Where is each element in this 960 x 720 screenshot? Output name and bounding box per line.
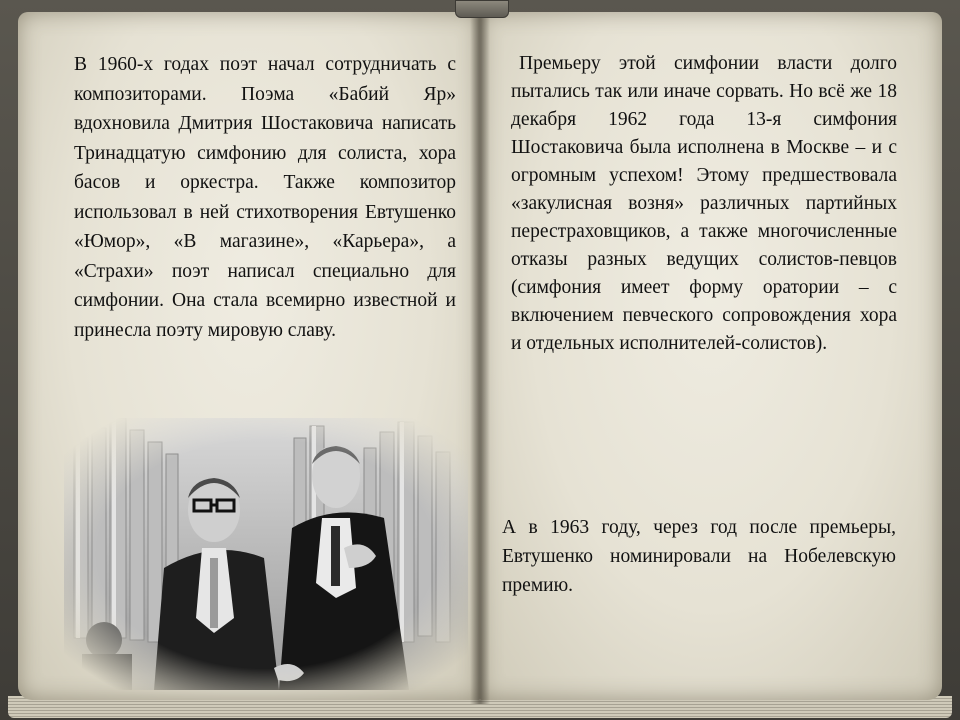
concert-photo bbox=[64, 418, 468, 690]
book-gutter bbox=[470, 8, 490, 704]
right-page-paragraph-2: А в 1963 году, через год после премьеры, Евтушенко номинировали на Нобелевскую премию. bbox=[502, 517, 896, 596]
concert-photo-illustration bbox=[64, 418, 468, 690]
book-clasp bbox=[455, 0, 509, 18]
right-page-paragraph-1: Премьеру этой симфонии власти долго пытались так или иначе сорвать. Но всё же 18 декабря 1962 года 13-я симфония Шостаковича была исполнена в Москве – и с огромным успехом! Этому предшествовала «закулисная возня» различных партийных перестраховщиков, а также многочисленные отказы разных ведущих солистов-певцов (симфония имеет форму оратории – с включением певческого сопровождения хора и отдельных исполнителей-солистов). bbox=[511, 53, 897, 354]
left-page-paragraph: В 1960-х годах поэт начал сотрудничать с композиторами. Поэма «Бабий Яр» вдохновила Дмитрия Шостаковича написать Тринадцатую симфонию для солиста, хора басов и оркестра. Также композитор использовал в ней стихотворения Евтушенко «Юмор», «В магазине», «Карьера», а «Страхи» поэт написал специально для симфонии. Она стала всемирно известной и принесла поэту мировую славу. bbox=[74, 54, 456, 341]
